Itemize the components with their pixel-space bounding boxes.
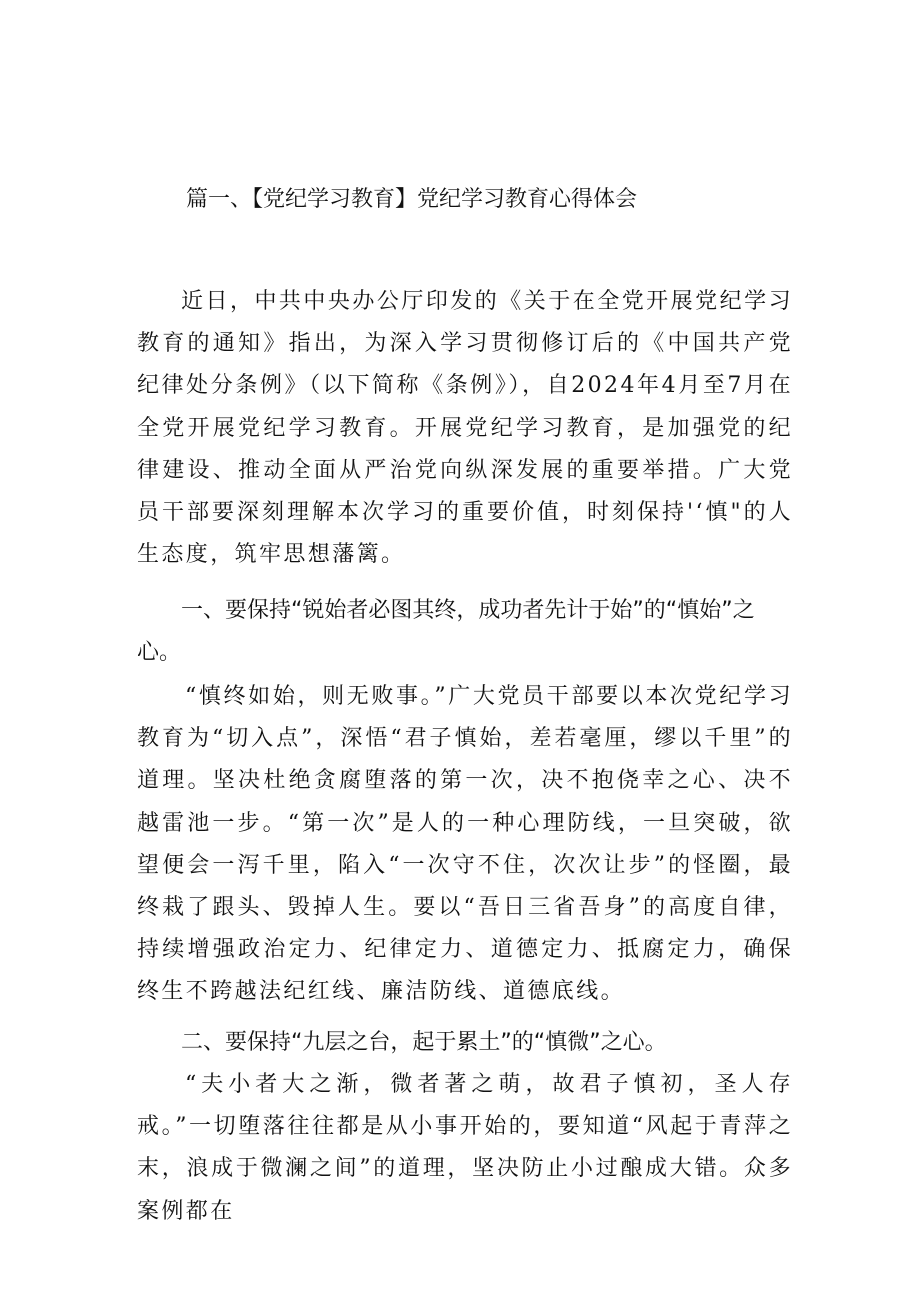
section-heading-2: 二、要保持“九层之台，起于累土”的“慎微”之心。 — [181, 1030, 667, 1055]
intro-paragraph: 近日，中共中央办公厅印发的《关于在全党开展党纪学习教育的通知》指出，为深入学习贯彻修订后的《中国共产党纪律处分条例》（以下简称《条例》），自2024年4月至7月在全党开展党纪学习教育。开展党纪学习教育，是加强党的纪律建设、推动全面从严治党向纵深发展的重要举措。广大党员干部要深刻理解本次学习的重要价值，时刻保持'‘慎"的人生态度，筑牢思想藩篱。 — [137, 289, 793, 568]
section-heading-1: 一、要保持“锐始者必图其终，成功者先计于始”的“慎始”之心。 — [137, 598, 755, 665]
section-body-1: “慎终如始，则无败事。”广大党员干部要以本次党纪学习教育为“切入点”，深悟“君子慎始，差若毫厘，缪以千里”的道理。坚决杜绝贪腐堕落的第一次，决不抱侥幸之心、决不越雷池一步。“第一次”是人的一种心理防线，一旦突破，欲望便会一泻千里，陷入“一次守不住，次次让步”的怪圈，最终栽了跟头、毁掉人生。要以“吾日三省吾身”的高度自律，持续增强政治定力、纪律定力、道德定力、抵腐定力，确保终生不跨越法纪红线、廉洁防线、道德底线。 — [137, 684, 793, 1005]
document-title: 篇一、【党纪学习教育】党纪学习教育心得体会 — [186, 187, 638, 212]
section-body-2: “夫小者大之渐，微者著之萌，故君子慎初，圣人存戒。”一切堕落往往都是从小事开始的，要知道“风起于青萍之末，浪成于微澜之间”的道理，坚决防止小过酿成大错。众多案例都在 — [137, 1072, 793, 1224]
